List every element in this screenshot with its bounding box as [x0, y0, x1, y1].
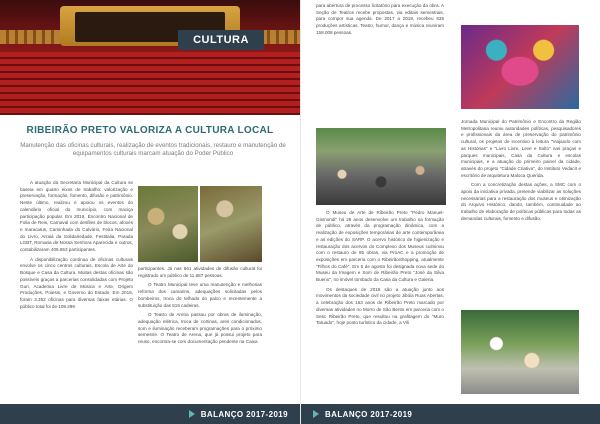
crowd-photo	[316, 128, 446, 205]
arrow-icon	[189, 410, 195, 418]
dance-photo-right	[200, 186, 262, 262]
paragraph: O Teatro Municipal teve uma manutenção e melhorias reforma dos camarins, adequações solicitadas pelos bombeiros, troca do telhado do palco e recentemente a substituição das 515 cadeiras.	[138, 282, 262, 308]
paragraph: Os destaques de 2019 são a atuação junto aos movimentos da sociedade civil no projeto Jibóia Ruas Abertas, a celebração dos 153 anos de Ribeirão Preto marcado por diversas atividades no Morro de São Bento em parceria com o Sesc Ribeirão Preto, que resultou na grafitagem do "Muro Tatuado", hoje ponto turístico da cidade, a Vili	[316, 286, 444, 326]
dance-photo	[138, 186, 198, 262]
headline: RIBEIRÃO PRETO VALORIZA A CULTURA LOCAL	[26, 125, 274, 136]
paragraph: A atuação da Secretaria Municipal da Cultura se baseia em quatro eixos de trabalho: valorização e preservação, formação, fomento, difusão e patrimônio. Neste último, realizou e apoiou os eventos do calendário oficial do município, com maciça participação popular. Em 2019, Encontro Nacional de Folia de Reis, Carnaval com desfiles de blocos, afoxés e maracatus, Caminhada do Calvário, Feira Nacional do Livro, Arraiá da Solidariedade, Festitalia, Parada LGBT, Romaria de Nossa Senhora Aparecida e outros, contabilizaram 406.653 participantes.	[20, 180, 133, 253]
section-tag: CULTURA	[178, 30, 264, 50]
left-column-1	[20, 180, 133, 313]
paragraph: O Museu de Arte de Ribeirão Preto "Pedro Manuel-Gismondi" há 26 anos desenvolve um trabalho na formação de público, através da programação dinâmica, com a realização de exposições temporárias de arte contemporânea e as edições do SARP. O acervo histórico de higienização e restauração dos acervos do Complexo dos Museus culminou com o restauro de 85 obras, via ProAC e a promoção de exposições em parceria com o RibeirãoShopping, atualmente "Filhos do Café". Em 5 de agosto foi designada nova sede do Museu da Imagem e Som de Ribeirão Preto "José da Silva Bueno", no imóvel tombado da Casa da Cultura e Galeria.	[316, 210, 444, 283]
footer-bar-left	[0, 404, 300, 424]
footer-bar-right	[301, 404, 600, 424]
parade-photo	[461, 310, 579, 394]
subheadline: Manutenção das oficinas culturais, realização de eventos tradicionais, restauro e manutenção de equipamentos culturais marcam atuação do Poder Público	[20, 142, 286, 157]
paragraph: Com a concretização destas ações, a SMC com o apoio da iniciativa privada, pretende viabilizar as soluções necessárias para a restauração dos museus e otimização do Arquivo Histórico, dando, também, continuidade ao trabalho de elaboração de políticas públicas para todas as demandas culturais, fomento e difusão.	[461, 182, 581, 221]
right-column-2	[316, 210, 444, 330]
right-column-3	[461, 119, 581, 226]
carnival-mask-photo	[461, 25, 579, 109]
right-page	[300, 0, 600, 424]
right-column-1	[316, 3, 444, 40]
paragraph: O Teatro de Arena passou por obras de iluminação, adequação elétrica, troca de cortinas, ares condicionados, som e iluminação receberam programações para o próximo semestre. O Teatro de Arena, que já possui projeto para reuso, encontra-se com documentação pendente na Caixa	[138, 312, 262, 345]
paragraph: A disponibilização contínua de oficinas culturais envolve os cinco centros culturais, Escola de Arte do Bosque e Casa da Cultura. Muitas destas oficinas são possíveis graças a parcerias consolidadas com Projeto Guri, Academia Livre de Música e Arte, Origem Produções, Poiesis, e Governo do Estado. Em 2019, foram 3.352 oficinas para diversas faixas etárias. O público total foi de 109.299	[20, 256, 133, 309]
paragraph: Jornada Municipal do Patrimônio e Encontro da Região Metropolitana reuniu autoridades políticas, pesquisadores e profissionais da área de preservação do patrimônio cultural, os projetos de incentivo à leitura "Viajando com as Histórias" e "Livro Livre, Leve e Solto" nas praças e parques municipais, Casa da Cultura e escolas municipais, e a atuação do primeiro painel da cidade, através do projeto "Cidade Criativa", do Instituto Vedacit e escritório de arquitetura Maloca Querida.	[461, 119, 581, 178]
theater-photo	[0, 0, 300, 115]
footer-label: BALANÇO 2017-2019	[325, 409, 413, 419]
arrow-icon	[313, 410, 319, 418]
paragraph: para abertura de processo licitatório para execução da obra. A Seção de Teatros recebe propostas, via editais semestrais, para compor sua agenda. De 2017 a 2019, recebeu 635 produções artísticas. Teatro, humor, dança e música reuniram 158.008 pessoas.	[316, 3, 444, 35]
left-column-2	[138, 266, 262, 349]
footer-label: BALANÇO 2017-2019	[200, 409, 288, 419]
paragraph: participantes. Já nas 661 atividades de difusão cultural foi registrado um público de 11.687 pessoas.	[138, 266, 262, 278]
